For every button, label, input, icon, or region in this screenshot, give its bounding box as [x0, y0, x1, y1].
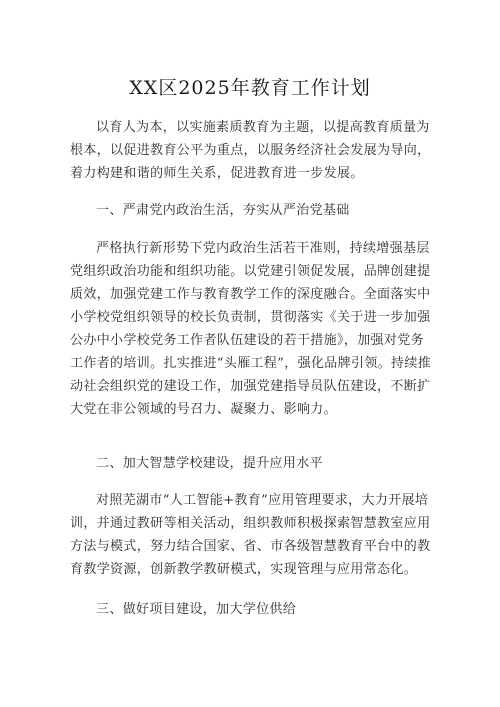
section-2-body: 对照芜湖市“人工智能+教育”应用管理要求，大力开展培训，并通过教研等相关活动，组织教师积极探索智慧教室应用方法与模式，努力结合国家、省、市各级智慧教育平台中的教育教学资源，创新教学教研模式，实现管理与应用常态化。 [70, 493, 431, 577]
document-title: XX区2025年教育工作计划 [129, 77, 371, 99]
section-2-heading: 二、加大智慧学校建设，提升应用水平 [96, 456, 323, 471]
section-1-heading: 一、严肃党内政治生活，夯实从严治党基础 [96, 203, 350, 218]
section-3-heading: 三、做好项目建设，加大学位供给 [96, 602, 297, 617]
intro-paragraph: 以育人为本，以实施素质教育为主题，以提高教育质量为根本，以促进教育公平为重点，以服务经济社会发展为导向，着力构建和谐的师生关系，促进教育进一步发展。 [70, 120, 431, 181]
section-1-body: 严格执行新形势下党内政治生活若干准则，持续增强基层党组织政治功能和组织功能。以党建引领促发展，品牌创建提质效，加强党建工作与教育教学工作的深度融合。全面落实中小学校党组织领导的校长负责制，贯彻落实《关于进一步加强公办中小学校党务工作者队伍建设的若干措施》，加强对党务工作者的培训。扎实推进“头雁工程”，强化品牌引领。持续推动社会组织党的建设工作，加强党建指导员队伍建设，不断扩大党在非公领域的号召力、凝聚力、影响力。 [70, 241, 432, 417]
